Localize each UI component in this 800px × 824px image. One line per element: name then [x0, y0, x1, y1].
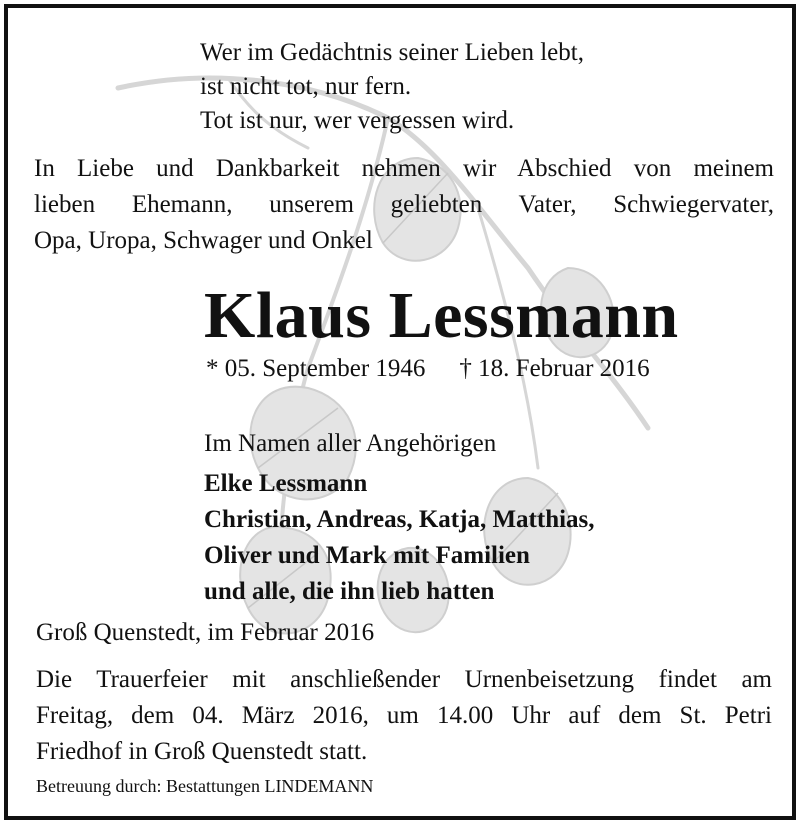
on-behalf-line: Im Namen aller Angehörigen: [204, 430, 497, 457]
ceremony-line: Die Trauerfeier mit anschließender Urnenbeisetzung findet am: [36, 666, 772, 693]
quote-line: Wer im Gedächtnis seiner Lieben lebt,: [200, 39, 584, 66]
place-and-date: Groß Quenstedt, im Februar 2016: [36, 619, 375, 646]
mourner-names: [204, 466, 595, 610]
memorial-quote: [200, 36, 584, 138]
mourner-line: Christian, Andreas, Katja, Matthias,: [204, 506, 595, 533]
deceased-name: Klaus Lessmann: [204, 279, 679, 352]
farewell-line: lieben Ehemann, unserem geliebten Vater, Schwiegervater,: [34, 191, 774, 218]
obituary-notice: [4, 4, 796, 820]
ceremony-info: [36, 662, 772, 770]
quote-line: ist nicht tot, nur fern.: [200, 73, 412, 100]
farewell-text: [34, 151, 774, 259]
ceremony-line: Friedhof in Groß Quenstedt statt.: [36, 738, 368, 765]
death-date: † 18. Februar 2016: [459, 355, 650, 382]
mourner-line: Elke Lessmann: [204, 470, 368, 497]
farewell-line: In Liebe und Dankbarkeit nehmen wir Abschied von meinem: [34, 155, 774, 182]
quote-line: Tot ist nur, wer vergessen wird.: [200, 107, 515, 134]
mourner-line: Oliver und Mark mit Familien: [204, 542, 530, 569]
ceremony-line: Freitag, dem 04. März 2016, um 14.00 Uhr auf dem St. Petri: [36, 702, 772, 729]
life-dates: [206, 352, 650, 386]
mourner-line: und alle, die ihn lieb hatten: [204, 578, 495, 605]
birth-date: * 05. September 1946: [206, 355, 426, 382]
funeral-home-credit: Betreuung durch: Bestattungen LINDEMANN: [36, 776, 374, 796]
farewell-line: Opa, Uropa, Schwager und Onkel: [34, 227, 373, 254]
